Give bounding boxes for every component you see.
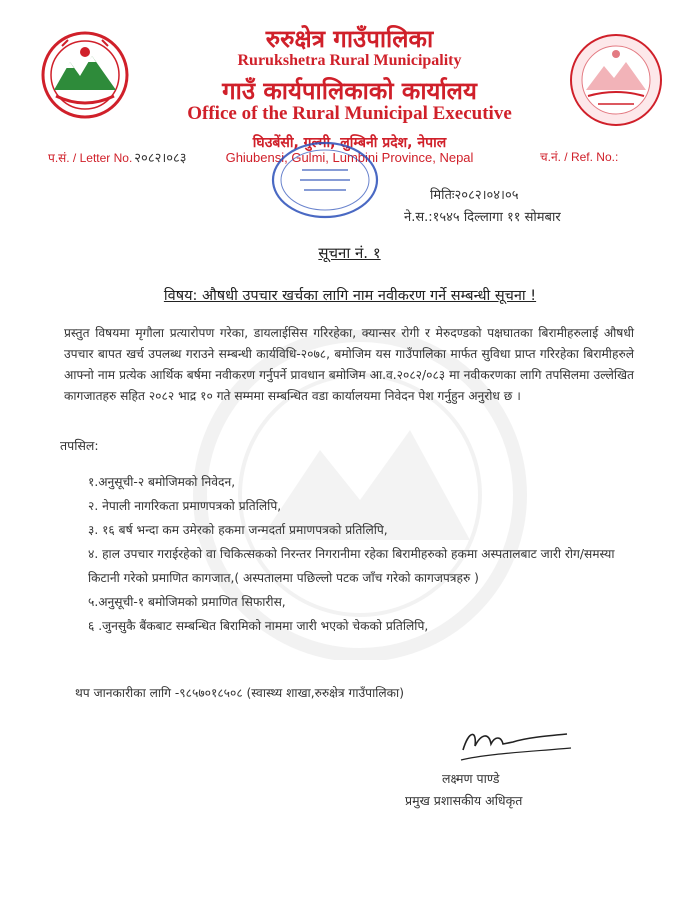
list-item: ५.अनुसूची-१ बमोजिमको प्रमाणित सिफारीस, [88, 595, 286, 609]
office-name-english: Office of the Rural Municipal Executive [187, 103, 512, 124]
list-item: १.अनुसूची-२ बमोजिमको निवेदन, [88, 475, 236, 489]
list-item: ६ .जुनसुकै बैंकबाट सम्बन्धित बिरामिको नाममा जारी भएको चेकको प्रतिलिपि, [88, 619, 429, 633]
municipality-name-nepali: रुरुक्षेत्र गाउँपालिका [265, 25, 434, 53]
letter-number-value: २०८२।०८३ [134, 150, 187, 165]
list-item: ३. १६ बर्ष भन्दा कम उमेरको हकमा जन्मदर्ता प्रमाणपत्रको प्रतिलिपि, [88, 523, 388, 537]
address-nepali: घिउबेंसी, गुल्मी, लुम्बिनी प्रदेश, नेपाल [252, 135, 447, 151]
handwritten-signature [455, 722, 575, 767]
office-name-nepali: गाउँ कार्यपालिकाको कार्यालय [222, 77, 477, 105]
signatory-name: लक्ष्मण पाण्डे [442, 771, 500, 786]
date-line: मितिः२०८२।०४।०५ [430, 188, 519, 203]
notice-subject: विषय: औषधी उपचार खर्चका लागि नाम नवीकरण गर्ने सम्बन्धी सूचना ! [163, 288, 537, 304]
letter-number [48, 148, 187, 166]
reference-number-label: च.नं. / Ref. No.: [540, 150, 619, 164]
details-heading: तपसिल: [60, 438, 99, 453]
letter-number-label: प.सं. / Letter No. [48, 151, 133, 165]
contact-info: थप जानकारीका लागि -९८५७०१८५०८ (स्वास्थ्य शाखा,रुरुक्षेत्र गाउँपालिका) [75, 686, 404, 700]
municipality-name-english: Rurukshetra Rural Municipality [237, 52, 462, 69]
list-item: ४. हाल उपचार गराईरहेको वा चिकित्सकको निरन्तर निगरानीमा रहेका बिरामीहरुको हकमा अस्पतालबाट जारी रोग/समस्या किटानी गरेको प्रमाणित कागजात,( अस्पतालमा पछिल्लो पटक जाँच गरेको कागजपत्रहरु ) [88, 547, 615, 585]
list-item: २. नेपाली नागरिकता प्रमाणपत्रको प्रतिलिपि, [88, 499, 282, 513]
notice-body: प्रस्तुत विषयमा मृगौला प्रत्यारोपण गरेका, डायलाईसिस गरिरहेका, क्यान्सर रोगी र मेरुदण्डको पक्षघातका बिरामीहरुलाई औषधी उपचार बापत खर्च उपलब्ध गराउने सम्बन्धी कार्यविधि-२०७८, बमोजिम यस गाउँपालिका मार्फत सुविधा प्राप्त गरिरहेका बिरामीहरुले आफ्नो नाम प्रत्येक आर्थिक बर्षमा नवीकरण गर्नुपर्ने प्रावधान बमोजिम आ.व.२०८२/०८३ मा नवीकरणका लागि तपसिलमा उल्लेखित कागजातहरु सहित २०८२ भाद्र १० गते सम्ममा सम्बन्धित वडा कार्यालयमा निवेदन पेश गर्नुहुन अनुरोध छ । [64, 326, 634, 403]
official-stamp [270, 140, 380, 220]
notice-number: सूचना नं. १ [318, 244, 381, 262]
nepal-sambat-date: ने.स.:१५४५ दिल्लागा ११ सोमबार [404, 210, 561, 225]
signatory-designation: प्रमुख प्रशासकीय अधिकृत [405, 793, 523, 808]
document-list [88, 470, 648, 638]
address-english: Ghiubensi, Gulmi, Lumbini Province, Nepal [225, 150, 474, 165]
